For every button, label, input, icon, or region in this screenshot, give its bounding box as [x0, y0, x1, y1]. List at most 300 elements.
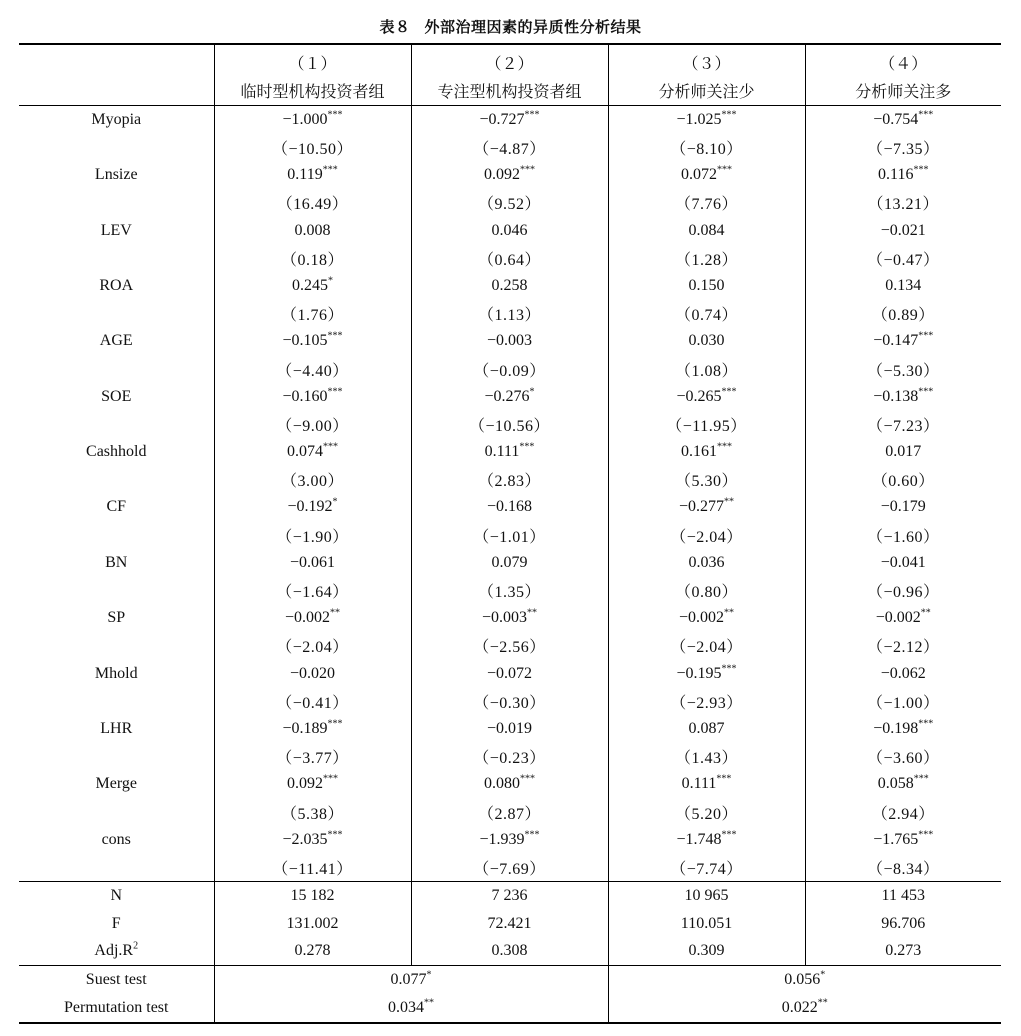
table-body — [19, 44, 1001, 1023]
tstat-row — [19, 521, 1001, 549]
tstat-label-empty — [19, 577, 214, 605]
coef-value: −0.003 — [481, 609, 528, 627]
coef-cell — [608, 272, 805, 300]
stat-label-text: N — [110, 887, 123, 905]
test-row — [19, 966, 1001, 994]
significance-stars: *** — [918, 718, 934, 730]
coef-cell — [411, 771, 608, 799]
coef-value: −0.061 — [289, 553, 336, 571]
tstat-label-empty — [19, 466, 214, 494]
coef-cell — [805, 217, 1001, 245]
tstat-label-empty — [19, 521, 214, 549]
tstat-cell: （−1.60） — [805, 521, 1001, 549]
variable-name: AGE — [99, 332, 133, 350]
tstat-row — [19, 466, 1001, 494]
table-caption — [0, 16, 1021, 37]
significance-stars: *** — [520, 774, 535, 786]
tstat-row — [19, 189, 1001, 217]
coef-cell — [608, 438, 805, 466]
coef-row — [19, 217, 1001, 245]
tstat-row — [19, 411, 1001, 439]
significance-stars: *** — [524, 109, 540, 121]
tstat-cell: （−11.41） — [214, 854, 411, 882]
tstat-cell: （3.00） — [214, 466, 411, 494]
significance-stars: *** — [716, 774, 732, 786]
significance-stars: *** — [918, 386, 934, 398]
significance-stars: *** — [520, 164, 535, 176]
coef-cell — [411, 494, 608, 522]
col-number: （１） — [214, 44, 411, 75]
coef-value: 0.087 — [688, 719, 725, 737]
coef-value: 0.017 — [885, 443, 922, 461]
coef-row — [19, 272, 1001, 300]
coef-value: −1.765 — [873, 830, 919, 848]
col-group: 分析师关注多 — [805, 75, 1001, 106]
tstat-cell: （16.49） — [214, 189, 411, 217]
tstat-cell: （−0.23） — [411, 743, 608, 771]
coef-cell — [214, 438, 411, 466]
tstat-cell: （1.28） — [608, 244, 805, 272]
coef-cell — [805, 272, 1001, 300]
coef-cell — [214, 217, 411, 245]
stat-value: 0.309 — [608, 938, 805, 966]
coef-cell — [608, 494, 805, 522]
coef-cell — [608, 106, 805, 134]
stat-row — [19, 910, 1001, 938]
tstat-cell: （5.20） — [608, 798, 805, 826]
coef-cell — [411, 660, 608, 688]
tstat-cell: （0.80） — [608, 577, 805, 605]
coef-row — [19, 715, 1001, 743]
stat-label-text: Adj.R — [94, 942, 134, 960]
significance-stars: * — [820, 969, 826, 981]
tstat-row — [19, 134, 1001, 162]
stat-value: 110.051 — [608, 910, 805, 938]
significance-stars: * — [332, 497, 338, 509]
tstat-cell: （−4.87） — [411, 134, 608, 162]
tstat-cell: （−0.41） — [214, 687, 411, 715]
tstat-row — [19, 743, 1001, 771]
coef-value: 0.030 — [688, 332, 725, 350]
stat-value: 131.002 — [214, 910, 411, 938]
tstat-cell: （−8.10） — [608, 134, 805, 162]
coef-cell — [411, 272, 608, 300]
coef-value: −0.198 — [873, 719, 919, 737]
significance-stars: *** — [327, 331, 343, 343]
tstat-cell: （−0.09） — [411, 355, 608, 383]
test-value: 0.034 — [388, 998, 424, 1016]
coef-value: 0.116 — [878, 166, 914, 184]
coef-value: −0.105 — [282, 332, 328, 350]
variable-name: SOE — [101, 387, 132, 405]
tstat-cell: （−11.95） — [608, 411, 805, 439]
coef-cell — [411, 217, 608, 245]
coef-value: −0.168 — [486, 498, 533, 516]
tstat-label-empty — [19, 355, 214, 383]
significance-stars: *** — [717, 164, 732, 176]
coef-value: −1.939 — [479, 830, 525, 848]
coef-cell — [411, 549, 608, 577]
coef-value: −0.002 — [678, 609, 725, 627]
significance-stars: ** — [330, 607, 341, 619]
coef-value: −0.072 — [486, 664, 533, 682]
coef-value: −0.138 — [873, 387, 919, 405]
table-number: 表８ — [379, 18, 411, 36]
tstat-cell: （1.43） — [608, 743, 805, 771]
tstat-cell: （−2.04） — [214, 632, 411, 660]
variable-name: BN — [105, 553, 128, 571]
tstat-row — [19, 244, 1001, 272]
coef-value: −0.179 — [880, 498, 926, 516]
tstat-cell: （−1.01） — [411, 521, 608, 549]
variable-name: ROA — [99, 276, 134, 294]
coef-cell — [805, 383, 1001, 411]
coef-value: 0.080 — [484, 775, 520, 793]
significance-stars: * — [529, 386, 535, 398]
coef-value: −0.160 — [282, 387, 328, 405]
tstat-cell: （−7.69） — [411, 854, 608, 882]
significance-stars: *** — [327, 109, 343, 121]
stat-label — [19, 882, 214, 910]
coef-value: 0.245 — [292, 276, 328, 294]
test-label: Suest test — [19, 966, 214, 994]
variable-name: Lnsize — [94, 166, 138, 184]
coef-cell — [608, 715, 805, 743]
coef-value: −0.192 — [287, 498, 333, 516]
tstat-cell: （9.52） — [411, 189, 608, 217]
significance-stars: *** — [721, 663, 737, 675]
stat-value: 0.278 — [214, 938, 411, 966]
coef-value: 0.092 — [484, 166, 520, 184]
coef-value: 0.046 — [491, 221, 528, 239]
coef-cell — [608, 549, 805, 577]
coef-value: −0.002 — [284, 609, 331, 627]
test-value-cell — [608, 966, 1001, 994]
tstat-label-empty — [19, 189, 214, 217]
coef-cell — [608, 383, 805, 411]
coef-cell — [411, 161, 608, 189]
tstat-cell: （5.38） — [214, 798, 411, 826]
coef-cell — [805, 494, 1001, 522]
header-row-groups — [19, 75, 1001, 106]
coef-cell — [411, 715, 608, 743]
tstat-cell: （−7.74） — [608, 854, 805, 882]
coef-value: 0.111 — [681, 775, 717, 793]
tstat-cell: （−0.47） — [805, 244, 1001, 272]
variable-name: SP — [107, 609, 126, 627]
coef-value: 0.111 — [484, 443, 520, 461]
test-value-cell — [214, 966, 608, 994]
header-row-numbers — [19, 44, 1001, 75]
variable-name: cons — [101, 830, 131, 848]
stat-row — [19, 882, 1001, 910]
col-number: （２） — [411, 44, 608, 75]
coef-cell — [411, 383, 608, 411]
coef-row — [19, 383, 1001, 411]
coef-cell — [805, 826, 1001, 854]
significance-stars: *** — [721, 109, 737, 121]
tstat-cell: （1.13） — [411, 300, 608, 328]
significance-stars: *** — [913, 164, 929, 176]
variable-name: LHR — [100, 719, 133, 737]
significance-stars: ** — [527, 607, 538, 619]
significance-stars: ** — [424, 997, 434, 1009]
significance-stars: *** — [327, 829, 343, 841]
significance-stars: *** — [717, 441, 732, 453]
significance-stars: *** — [918, 829, 934, 841]
coef-value: 0.079 — [491, 553, 528, 571]
tstat-label-empty — [19, 244, 214, 272]
coef-value: −1.000 — [282, 110, 328, 128]
tstat-cell: （−10.50） — [214, 134, 411, 162]
significance-stars: *** — [918, 109, 934, 121]
tstat-cell: （−2.04） — [608, 632, 805, 660]
coef-value: 0.092 — [287, 775, 323, 793]
tstat-cell: （−4.40） — [214, 355, 411, 383]
significance-stars: *** — [327, 718, 343, 730]
stat-value: 96.706 — [805, 910, 1001, 938]
tstat-cell: （1.08） — [608, 355, 805, 383]
stat-value: 15 182 — [214, 882, 411, 910]
tstat-cell: （2.83） — [411, 466, 608, 494]
tstat-cell: （0.74） — [608, 300, 805, 328]
tstat-cell: （0.18） — [214, 244, 411, 272]
coef-value: −0.147 — [873, 332, 919, 350]
coef-value: −0.276 — [484, 387, 530, 405]
coef-cell — [608, 660, 805, 688]
coef-cell — [805, 549, 1001, 577]
stat-row — [19, 938, 1001, 966]
tstat-cell: （−8.34） — [805, 854, 1001, 882]
test-value-cell — [214, 994, 608, 1023]
tstat-cell: （1.35） — [411, 577, 608, 605]
regression-table — [19, 43, 1001, 1024]
tstat-row — [19, 798, 1001, 826]
coef-row — [19, 604, 1001, 632]
tstat-label-empty — [19, 411, 214, 439]
variable-name: LEV — [100, 221, 132, 239]
significance-stars: ** — [724, 497, 735, 509]
coef-value: 0.150 — [688, 276, 725, 294]
coef-cell — [214, 328, 411, 356]
stat-value: 7 236 — [411, 882, 608, 910]
test-value: 0.056 — [784, 971, 821, 989]
stat-value: 72.421 — [411, 910, 608, 938]
tstat-label-empty — [19, 300, 214, 328]
coef-cell — [214, 272, 411, 300]
coef-value: −2.035 — [282, 830, 328, 848]
test-label: Permutation test — [19, 994, 214, 1023]
col-group: 临时型机构投资者组 — [214, 75, 411, 106]
coef-cell — [214, 826, 411, 854]
coef-value: −0.754 — [873, 110, 919, 128]
tstat-cell: （0.89） — [805, 300, 1001, 328]
coef-cell — [805, 438, 1001, 466]
tstat-cell: （−3.60） — [805, 743, 1001, 771]
significance-stars: *** — [327, 386, 343, 398]
tstat-cell: （13.21） — [805, 189, 1001, 217]
coef-cell — [805, 328, 1001, 356]
coef-value: −1.025 — [676, 110, 722, 128]
coef-value: 0.161 — [681, 443, 717, 461]
tstat-cell: （2.94） — [805, 798, 1001, 826]
coef-value: −0.195 — [676, 664, 722, 682]
stat-label-text: F — [111, 914, 121, 932]
tstat-label-empty — [19, 854, 214, 882]
coef-cell — [608, 328, 805, 356]
tstat-cell: （−0.96） — [805, 577, 1001, 605]
coef-value: −0.041 — [880, 553, 926, 571]
coef-value: −0.265 — [676, 387, 722, 405]
stat-label — [19, 910, 214, 938]
coef-value: −0.062 — [880, 664, 926, 682]
coef-row — [19, 328, 1001, 356]
tstat-label-empty — [19, 632, 214, 660]
significance-stars: *** — [323, 774, 338, 786]
tstat-cell: （−1.90） — [214, 521, 411, 549]
coef-cell — [805, 660, 1001, 688]
tstat-row — [19, 300, 1001, 328]
coef-value: 0.258 — [491, 276, 528, 294]
stat-label — [19, 938, 214, 966]
col-group: 专注型机构投资者组 — [411, 75, 608, 106]
coef-value: −1.748 — [676, 830, 722, 848]
coef-cell — [608, 826, 805, 854]
variable-name: Merge — [95, 775, 137, 793]
coef-cell — [805, 161, 1001, 189]
header-corner — [19, 44, 214, 75]
test-value-cell — [608, 994, 1001, 1023]
tstat-cell: （−9.00） — [214, 411, 411, 439]
coef-row — [19, 438, 1001, 466]
tstat-cell: （0.64） — [411, 244, 608, 272]
coef-row — [19, 549, 1001, 577]
coef-value: −0.021 — [880, 221, 926, 239]
table-title: 外部治理因素的异质性分析结果 — [424, 18, 642, 36]
coef-value: −0.020 — [289, 664, 336, 682]
tstat-cell: （−3.77） — [214, 743, 411, 771]
coef-cell — [411, 826, 608, 854]
tstat-cell: （−10.56） — [411, 411, 608, 439]
coef-cell — [411, 106, 608, 134]
coef-cell — [411, 604, 608, 632]
tstat-cell: （−1.64） — [214, 577, 411, 605]
tstat-cell: （−7.23） — [805, 411, 1001, 439]
coef-cell — [411, 438, 608, 466]
coef-value: −0.019 — [486, 719, 533, 737]
test-value: 0.077 — [390, 971, 427, 989]
header-corner — [19, 75, 214, 106]
coef-cell — [214, 383, 411, 411]
coef-value: 0.058 — [877, 775, 914, 793]
tstat-cell: （7.76） — [608, 189, 805, 217]
tstat-cell: （2.87） — [411, 798, 608, 826]
coef-row — [19, 771, 1001, 799]
coef-row — [19, 826, 1001, 854]
tstat-cell: （−2.04） — [608, 521, 805, 549]
coef-value: 0.074 — [287, 443, 323, 461]
significance-stars: *** — [519, 441, 535, 453]
coef-cell — [214, 161, 411, 189]
coef-row — [19, 161, 1001, 189]
col-group: 分析师关注少 — [608, 75, 805, 106]
coef-cell — [608, 771, 805, 799]
tstat-cell: （−5.30） — [805, 355, 1001, 383]
coef-value: 0.036 — [688, 553, 725, 571]
coef-value: −0.189 — [282, 719, 328, 737]
significance-stars: * — [328, 275, 333, 287]
significance-stars: *** — [721, 386, 737, 398]
variable-name: Myopia — [91, 110, 142, 128]
coef-cell — [214, 494, 411, 522]
tstat-cell: （0.60） — [805, 466, 1001, 494]
significance-stars: *** — [524, 829, 540, 841]
tstat-cell: （1.76） — [214, 300, 411, 328]
tstat-cell: （5.30） — [608, 466, 805, 494]
coef-value: 0.084 — [688, 221, 725, 239]
significance-stars: ** — [920, 607, 931, 619]
coef-cell — [214, 660, 411, 688]
tstat-cell: （−2.56） — [411, 632, 608, 660]
coef-value: −0.003 — [486, 332, 533, 350]
coef-cell — [214, 106, 411, 134]
coef-value: 0.008 — [294, 221, 331, 239]
coef-value: −0.277 — [678, 498, 725, 516]
coef-cell — [608, 604, 805, 632]
coef-cell — [805, 771, 1001, 799]
coef-row — [19, 660, 1001, 688]
tstat-row — [19, 577, 1001, 605]
test-value: 0.022 — [781, 998, 818, 1016]
variable-name: Cashhold — [86, 443, 147, 461]
tstat-label-empty — [19, 743, 214, 771]
coef-value: −0.002 — [875, 609, 921, 627]
tstat-cell: （−0.30） — [411, 687, 608, 715]
coef-cell — [608, 217, 805, 245]
coef-value: 0.134 — [885, 276, 922, 294]
significance-stars: ** — [724, 607, 735, 619]
test-row — [19, 994, 1001, 1023]
tstat-cell: （−1.00） — [805, 687, 1001, 715]
coef-cell — [805, 604, 1001, 632]
coef-cell — [805, 715, 1001, 743]
coef-cell — [214, 549, 411, 577]
coef-value: 0.072 — [681, 166, 717, 184]
coef-cell — [214, 771, 411, 799]
significance-stars: *** — [913, 774, 929, 786]
tstat-row — [19, 854, 1001, 882]
coef-cell — [214, 604, 411, 632]
tstat-cell: （−7.35） — [805, 134, 1001, 162]
coef-value: 0.119 — [287, 166, 323, 184]
tstat-label-empty — [19, 134, 214, 162]
significance-stars: *** — [322, 164, 338, 176]
tstat-cell: （−2.93） — [608, 687, 805, 715]
tstat-label-empty — [19, 687, 214, 715]
tstat-cell: （−2.12） — [805, 632, 1001, 660]
coef-row — [19, 106, 1001, 134]
significance-stars: * — [426, 969, 432, 981]
tstat-row — [19, 632, 1001, 660]
coef-cell — [805, 106, 1001, 134]
coef-value: −0.727 — [479, 110, 525, 128]
tstat-row — [19, 355, 1001, 383]
coef-cell — [411, 328, 608, 356]
col-number: （４） — [805, 44, 1001, 75]
stat-value: 11 453 — [805, 882, 1001, 910]
variable-name: Mhold — [94, 664, 138, 682]
coef-row — [19, 494, 1001, 522]
